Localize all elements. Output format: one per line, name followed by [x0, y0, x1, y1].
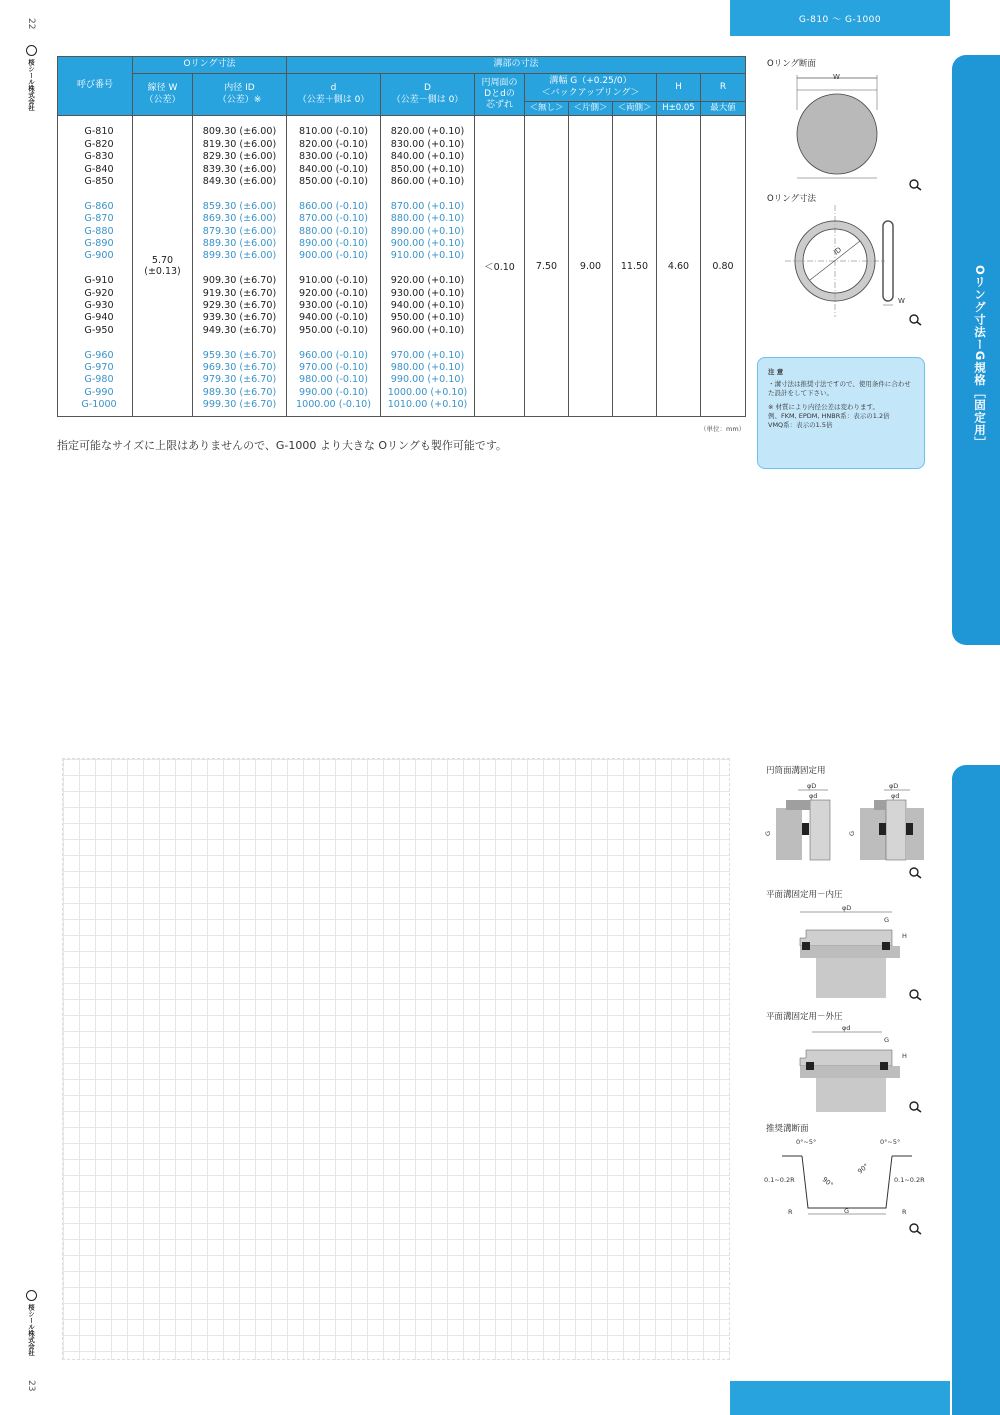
col-id — [193, 116, 287, 417]
row-id: 939.30 (±6.70) — [202, 312, 277, 324]
unit-label: （単位：mm） — [700, 425, 746, 433]
notice-line4: VMQ系：表示の1.5倍 — [768, 421, 833, 429]
row-D: 980.00 (+0.10) — [390, 362, 465, 374]
row-nominal: G-830 — [84, 151, 114, 163]
row-D: 860.00 (+0.10) — [390, 175, 465, 187]
row-id: 959.30 (±6.70) — [202, 349, 277, 361]
row-nominal: G-890 — [84, 237, 114, 249]
svg-text:φD: φD — [807, 782, 817, 790]
row-d: 890.00 (-0.10) — [299, 237, 368, 249]
label-W2: W — [898, 297, 905, 305]
row-d: 990.00 (-0.10) — [299, 386, 368, 398]
svg-text:H: H — [902, 932, 907, 940]
row-D: 870.00 (+0.10) — [390, 200, 465, 212]
svg-text:φD: φD — [889, 782, 899, 790]
page-number-top: 22 — [26, 18, 36, 30]
svg-text:φd: φd — [891, 792, 900, 800]
flat-inner-diagram — [792, 900, 922, 1000]
row-D: 970.00 (+0.10) — [390, 349, 465, 361]
svg-text:G: G — [848, 830, 856, 836]
company-logo — [26, 45, 37, 111]
zoom-icon[interactable] — [908, 1222, 922, 1236]
ring-dims-title: Oリング寸法 — [767, 194, 817, 204]
svg-text:0.1~0.2R: 0.1~0.2R — [764, 1176, 795, 1184]
cell-w: 5.70 (±0.13) — [133, 116, 193, 417]
row-d: 880.00 (-0.10) — [299, 225, 368, 237]
logo-mark-icon — [26, 1290, 37, 1301]
cross-section-diagram — [775, 70, 925, 190]
row-nominal: G-930 — [84, 300, 114, 311]
row-D: 910.00 (+0.10) — [390, 250, 465, 262]
flat-inner-title: 平面溝固定用－内圧 — [766, 890, 843, 900]
cross-section-title: Oリング断面 — [767, 59, 817, 69]
row-id: 899.30 (±6.00) — [202, 250, 277, 262]
side-tab[interactable] — [952, 55, 1000, 645]
row-nominal: G-980 — [84, 374, 114, 386]
cell-R: 0.80 — [701, 116, 746, 417]
row-id: 809.30 (±6.00) — [202, 126, 277, 138]
row-D: 840.00 (+0.10) — [390, 151, 465, 163]
cell-H: 4.60 — [657, 116, 701, 417]
row-D: 900.00 (+0.10) — [390, 237, 465, 249]
side-tab-title: Oリング寸法ーG規格［固定用］ — [973, 265, 987, 449]
col-D — [381, 116, 475, 417]
row-id: 949.30 (±6.70) — [202, 324, 277, 336]
row-id: 859.30 (±6.00) — [202, 200, 277, 212]
svg-text:90°: 90° — [820, 1175, 835, 1189]
th-groove-width: 溝幅 G（+0.25/0） ＜バックアップリング＞ — [525, 74, 657, 102]
svg-text:G: G — [884, 916, 890, 924]
svg-text:0°~5°: 0°~5° — [880, 1138, 901, 1146]
row-id: 929.30 (±6.70) — [202, 300, 277, 311]
svg-text:H: H — [902, 1052, 907, 1060]
notice-line3: 例、FKM, EPDM, HNBR系：表示の1.2倍 — [768, 412, 890, 420]
row-d: 950.00 (-0.10) — [299, 324, 368, 336]
row-nominal: G-950 — [84, 324, 114, 336]
th-nominal: 呼び番号 — [58, 57, 133, 116]
logo-text-bottom: 桜シール株式会社 — [27, 1304, 35, 1356]
row-D: 850.00 (+0.10) — [390, 163, 465, 175]
row-D: 830.00 (+0.10) — [390, 138, 465, 150]
row-id: 889.30 (±6.00) — [202, 237, 277, 249]
svg-text:R: R — [788, 1208, 793, 1216]
oring-spec-table — [57, 56, 746, 417]
logo-mark-icon — [26, 45, 37, 56]
row-nominal: G-1000 — [81, 399, 117, 411]
svg-text:φd: φd — [809, 792, 818, 800]
row-d: 970.00 (-0.10) — [299, 362, 368, 374]
th-runout: 円周面の Dとdの 芯ずれ — [475, 74, 525, 116]
row-D: 1010.00 (+0.10) — [387, 399, 468, 411]
th-H-tol: H±0.05 — [657, 102, 701, 116]
svg-text:0°~5°: 0°~5° — [796, 1138, 817, 1146]
row-nominal: G-960 — [84, 349, 114, 361]
zoom-icon[interactable] — [908, 866, 922, 880]
notice-box — [757, 357, 925, 469]
row-nominal: G-840 — [84, 163, 114, 175]
row-d: 920.00 (-0.10) — [299, 287, 368, 299]
row-id: 989.30 (±6.70) — [202, 386, 277, 398]
recommended-diagram — [762, 1134, 932, 1219]
row-id: 869.30 (±6.00) — [202, 213, 277, 225]
col-nominal — [58, 116, 133, 417]
row-D: 990.00 (+0.10) — [390, 374, 465, 386]
row-id: 909.30 (±6.70) — [202, 275, 277, 287]
row-d: 900.00 (-0.10) — [299, 250, 368, 262]
row-d: 830.00 (-0.10) — [299, 151, 368, 163]
logo-text: 桜シール株式会社 — [27, 59, 35, 111]
cell-g-one: 9.00 — [569, 116, 613, 417]
row-id: 999.30 (±6.70) — [202, 399, 277, 411]
th-oring-dims: Oリング寸法 — [133, 57, 287, 74]
notice-line2: ※ 材質により内径公差は変わります。 — [768, 403, 879, 411]
header-range-bar — [730, 0, 950, 36]
flat-outer-diagram — [792, 1022, 922, 1114]
row-nominal: G-900 — [84, 250, 114, 262]
th-one: ＜片側＞ — [569, 102, 613, 116]
row-D: 920.00 (+0.10) — [390, 275, 465, 287]
row-D: 940.00 (+0.10) — [390, 300, 465, 311]
row-d: 860.00 (-0.10) — [299, 200, 368, 212]
row-D: 930.00 (+0.10) — [390, 287, 465, 299]
row-id: 839.30 (±6.00) — [202, 163, 277, 175]
th-d: d （公差＋側は 0） — [287, 74, 381, 116]
row-d: 870.00 (-0.10) — [299, 213, 368, 225]
row-d: 820.00 (-0.10) — [299, 138, 368, 150]
notice-line1: ・溝寸法は推奨寸法ですので、使用条件に合わせた設計をして下さい。 — [768, 380, 911, 397]
th-R-max: 最大値 — [701, 102, 746, 116]
row-nominal: G-820 — [84, 138, 114, 150]
col-d — [287, 116, 381, 417]
cell-runout: ＜0.10 — [475, 116, 525, 417]
row-nominal: G-910 — [84, 275, 114, 287]
row-d: 850.00 (-0.10) — [299, 175, 368, 187]
row-id: 879.30 (±6.00) — [202, 225, 277, 237]
row-nominal: G-810 — [84, 126, 114, 138]
footer-bar — [730, 1381, 950, 1415]
row-nominal: G-940 — [84, 312, 114, 324]
svg-text:G: G — [884, 1036, 890, 1044]
th-none: ＜無し＞ — [525, 102, 569, 116]
th-D: D （公差－側は 0） — [381, 74, 475, 116]
flat-outer-title: 平面溝固定用－外圧 — [766, 1012, 843, 1022]
cylindrical-diagram — [762, 778, 927, 863]
row-d: 1000.00 (-0.10) — [295, 399, 372, 411]
th-both: ＜両側＞ — [613, 102, 657, 116]
row-D: 820.00 (+0.10) — [390, 126, 465, 138]
row-id: 829.30 (±6.00) — [202, 151, 277, 163]
th-R: R — [701, 74, 746, 102]
row-nominal: G-870 — [84, 213, 114, 225]
zoom-icon[interactable] — [908, 178, 922, 192]
row-nominal: G-920 — [84, 287, 114, 299]
row-d: 940.00 (-0.10) — [299, 312, 368, 324]
upper-limit-note: 指定可能なサイズに上限はありませんので、G-1000 より大きな Oリングも製作可能です。 — [57, 439, 507, 452]
cell-g-both: 11.50 — [613, 116, 657, 417]
svg-text:R: R — [902, 1208, 907, 1216]
row-d: 960.00 (-0.10) — [299, 349, 368, 361]
row-D: 880.00 (+0.10) — [390, 213, 465, 225]
recommended-title: 推奨溝断面 — [766, 1124, 809, 1134]
row-d: 840.00 (-0.10) — [299, 163, 368, 175]
row-D: 960.00 (+0.10) — [390, 324, 465, 336]
row-id: 919.30 (±6.70) — [202, 287, 277, 299]
row-d: 930.00 (-0.10) — [299, 300, 368, 311]
th-id: 内径 ID （公差）※ — [193, 74, 287, 116]
row-nominal: G-860 — [84, 200, 114, 212]
row-nominal: G-990 — [84, 386, 114, 398]
row-id: 849.30 (±6.00) — [202, 175, 277, 187]
label-ID: ID — [832, 245, 844, 257]
row-D: 1000.00 (+0.10) — [387, 386, 468, 398]
header-range: G-810 ～ G-1000 — [798, 14, 882, 25]
svg-text:φd: φd — [842, 1024, 851, 1032]
th-w: 線径 W （公差） — [133, 74, 193, 116]
svg-text:90°: 90° — [856, 1161, 871, 1176]
cylindrical-title: 円筒面溝固定用 — [766, 766, 826, 776]
svg-text:φD: φD — [842, 904, 852, 912]
row-d: 810.00 (-0.10) — [299, 126, 368, 138]
label-W: W — [833, 73, 840, 81]
row-id: 979.30 (±6.70) — [202, 374, 277, 386]
row-nominal: G-880 — [84, 225, 114, 237]
th-H: H — [657, 74, 701, 102]
zoom-icon[interactable] — [908, 988, 922, 1002]
memo-grid — [62, 758, 730, 1360]
row-D: 950.00 (+0.10) — [390, 312, 465, 324]
row-D: 890.00 (+0.10) — [390, 225, 465, 237]
company-logo-bottom — [26, 1290, 37, 1356]
zoom-icon[interactable] — [908, 1100, 922, 1114]
page-number-bottom: 23 — [26, 1380, 36, 1392]
side-tab-lower — [952, 765, 1000, 1415]
svg-text:0.1~0.2R: 0.1~0.2R — [894, 1176, 925, 1184]
row-d: 910.00 (-0.10) — [299, 275, 368, 287]
row-id: 969.30 (±6.70) — [202, 362, 277, 374]
svg-text:G: G — [764, 830, 772, 836]
th-groove-dims: 溝部の寸法 — [287, 57, 746, 74]
row-id: 819.30 (±6.00) — [202, 138, 277, 150]
ring-dims-diagram — [780, 205, 920, 320]
cell-g-none: 7.50 — [525, 116, 569, 417]
row-nominal: G-850 — [84, 175, 114, 187]
notice-title: 注 意 — [768, 368, 784, 376]
svg-text:G: G — [844, 1207, 850, 1215]
row-d: 980.00 (-0.10) — [299, 374, 368, 386]
zoom-icon[interactable] — [908, 313, 922, 327]
row-nominal: G-970 — [84, 362, 114, 374]
